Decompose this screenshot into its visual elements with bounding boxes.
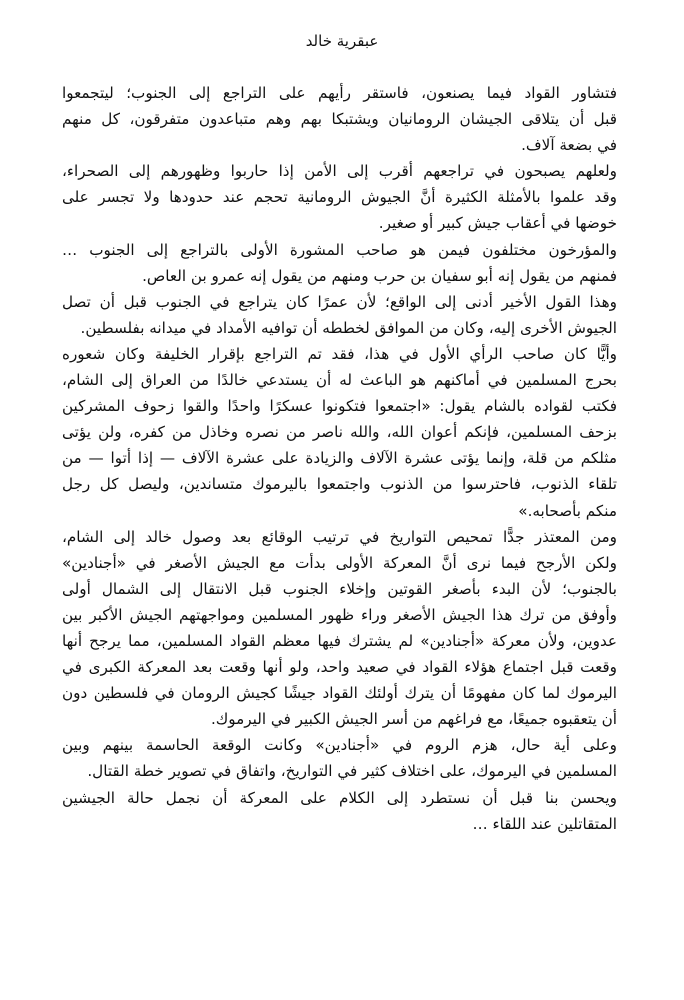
running-header: عبقرية خالد bbox=[305, 32, 379, 50]
paragraph bbox=[62, 289, 617, 341]
text-line: ويحسن بنا قبل أن نستطرد إلى الكلام على المعركة أن نجمل حالة الجيشين bbox=[62, 788, 617, 807]
text-line: وهذا القول الأخير أدنى إلى الواقع؛ لأن عمرًا كان يتراجع في الجنوب قبل أن تصل bbox=[62, 292, 617, 311]
text-line: فمنهم من يقول إنه أبو سفيان بن حرب ومنهم من يقول إنه عمرو بن العاص. bbox=[142, 266, 617, 285]
text-line: تلقاء الذنوب، فاحترسوا من الذنوب واجتمعوا باليرموك متساندين، وليصل كل رجل bbox=[62, 475, 617, 494]
text-line: قبل أن يتلاقى الجيشان الرومانيان ويشتبكا بهم وهم متباعدون متفرقون، كل منهم bbox=[62, 110, 617, 129]
text-line: وأوفق من ترك هذا الجيش الأصغر وراء ظهور المسلمين ومواجهتهم الجيش الأكبر بين bbox=[62, 605, 617, 624]
text-line: ولكن الأرجح فيما نرى أنَّ المعركة الأولى بدأت مع الجيش الأصغر في «أجنادين» bbox=[62, 553, 617, 572]
text-line: المسلمين في اليرموك، على اختلاف كثير في التواريخ، واتفاق في تصوير خطة القتال. bbox=[87, 762, 617, 781]
text-line: بزحف المسلمين، فإنكم أعوان الله، والله ناصر من نصره وخاذل من كفره، ولن يؤتى bbox=[62, 423, 617, 442]
text-line: ولعلهم يصبحون في تراجعهم أقرب إلى الأمن إذا حاربوا وظهورهم إلى الصحراء، bbox=[62, 162, 617, 181]
paragraph bbox=[62, 341, 617, 524]
paragraph bbox=[62, 158, 617, 236]
text-line: فكتب لقواده بالشام يقول: «اجتمعوا فتكونوا عسكرًا واحدًا والقوا زحوف المشركين bbox=[62, 397, 617, 416]
text-line: في بضعة آلاف. bbox=[521, 136, 617, 155]
text-line: وعلى أية حال، هزم الروم في «أجنادين» وكانت الوقعة الحاسمة بينهم وبين bbox=[62, 736, 617, 755]
text-line: بحرج المسلمين في أماكنهم هو الباعث له أن يستدعي خالدًا من العراق إلى الشام، bbox=[62, 371, 617, 390]
text-line: وقد علموا بالأمثلة الكثيرة أنَّ الجيوش الرومانية تحجم عند حدودها ولا تجسر على bbox=[62, 188, 617, 207]
text-line: اليرموك لما كان مفهومًا أن يترك أولئك القواد جيشًا كجيش الرومان في فلسطين دون bbox=[62, 684, 617, 703]
paragraph bbox=[62, 237, 617, 289]
text-line: بالجنوب؛ لأن البدء بأصغر القوتين وإخلاء الجنوب قبل الانتقال إلى الشمال أولى bbox=[62, 579, 617, 598]
text-line: الجيوش الأخرى إليه، وكان من الموافق لخططه أن توافيه الأمداد في ميدانه بفلسطين. bbox=[80, 318, 617, 337]
text-line: فتشاور القواد فيما يصنعون، فاستقر رأيهم على التراجع إلى الجنوب؛ ليتجمعوا bbox=[62, 84, 617, 102]
text-line: وأيًّا كان صاحب الرأي الأول في هذا، فقد تم التراجع بإقرار الخليفة وكان شعوره bbox=[62, 344, 617, 363]
text-line: منكم بأصحابه.» bbox=[518, 501, 617, 520]
body-text bbox=[62, 80, 617, 837]
text-line: المتقاتلين عند اللقاء … bbox=[472, 814, 617, 833]
text-line: أن يتعقبوه جميعًا، مع فراغهم من أسر الجيش الكبير في اليرموك. bbox=[210, 710, 617, 729]
text-line: خوضها في أعقاب جيش كبير أو صغير. bbox=[378, 214, 617, 233]
paragraph bbox=[62, 732, 617, 784]
text-line: مثلكم من قلة، وإنما يؤتى عشرة الآلاف والزيادة على عشرة الآلاف — إذا أتوا — من bbox=[62, 449, 617, 468]
text-line: عدوين، ولأن معركة «أجنادين» لم يشترك فيها معظم القواد المسلمين، مما يرجح أنها bbox=[62, 631, 617, 650]
paragraph bbox=[62, 785, 617, 837]
text-line: والمؤرخون مختلفون فيمن هو صاحب المشورة الأولى بالتراجع إلى الجنوب … bbox=[62, 240, 617, 259]
text-line: ومن المعتذر جدًّا تمحيص التواريخ في ترتيب الوقائع بعد وصول خالد إلى الشام، bbox=[62, 527, 617, 546]
paragraph bbox=[62, 80, 617, 158]
text-line: وقعت قبل اجتماع هؤلاء القواد في صعيد واحد، ولو أنها وقعت بعد المعركة الكبرى في bbox=[62, 658, 617, 677]
paragraph bbox=[62, 524, 617, 733]
